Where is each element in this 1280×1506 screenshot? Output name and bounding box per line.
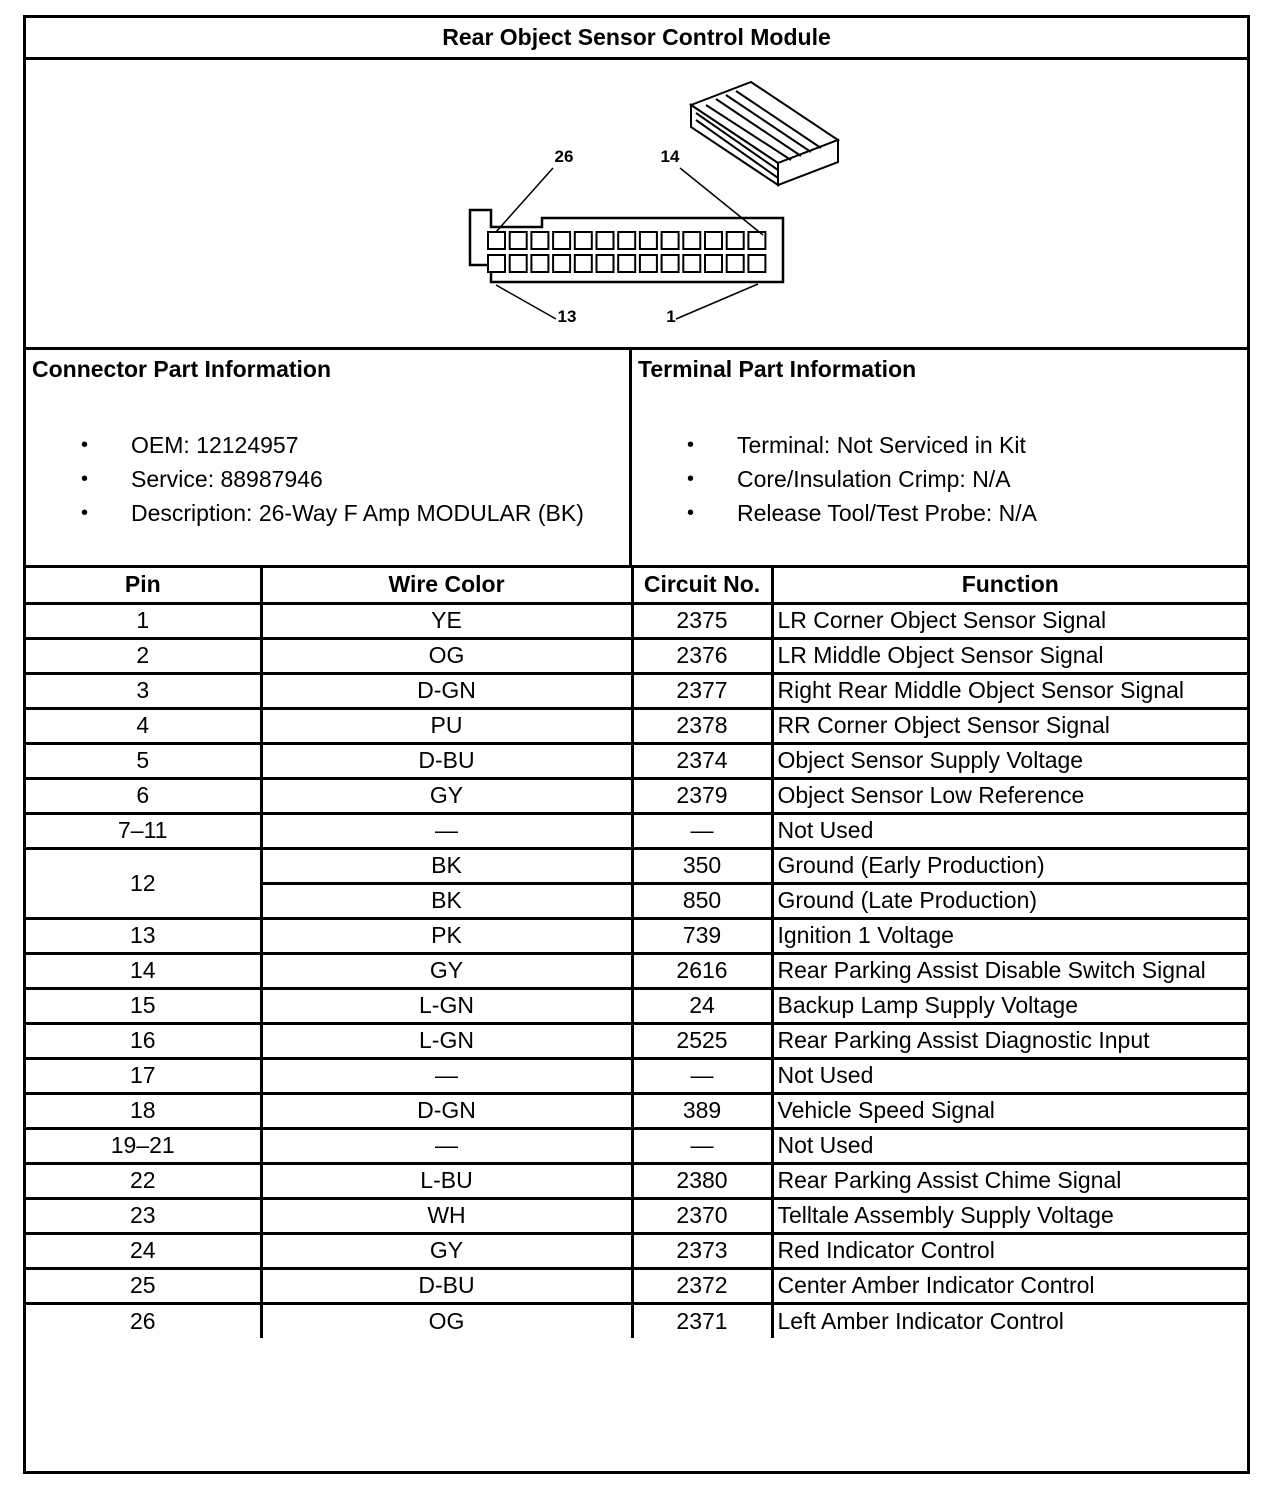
wire-color-cell: GY	[261, 953, 632, 988]
wire-color-cell: OG	[261, 638, 632, 673]
terminal-cavity	[683, 255, 700, 272]
terminal-cavity	[510, 255, 527, 272]
pin-cell: 7–11	[26, 813, 261, 848]
pin-label-14: 14	[660, 147, 680, 166]
circuit-cell: 2379	[632, 778, 772, 813]
table-row	[26, 673, 1247, 708]
pin-cell: 6	[26, 778, 261, 813]
header-pin: Pin	[26, 568, 261, 603]
terminal-cavity	[575, 232, 592, 249]
pin-cell: 14	[26, 953, 261, 988]
function-cell: Ground (Late Production)	[772, 883, 1247, 918]
wire-color-cell: D-GN	[261, 673, 632, 708]
wire-color-cell: GY	[261, 778, 632, 813]
pin-cell: 3	[26, 673, 261, 708]
wire-color-cell: L-BU	[261, 1163, 632, 1198]
function-cell: Center Amber Indicator Control	[772, 1268, 1247, 1303]
pin-cell: 2	[26, 638, 261, 673]
wire-color-cell: D-BU	[261, 1268, 632, 1303]
circuit-cell: 2372	[632, 1268, 772, 1303]
function-cell: LR Middle Object Sensor Signal	[772, 638, 1247, 673]
table-row	[26, 743, 1247, 778]
terminal-cavity	[705, 232, 722, 249]
table-header-row	[26, 568, 1247, 603]
circuit-cell: 2374	[632, 743, 772, 778]
circuit-cell: 2370	[632, 1198, 772, 1233]
header-function: Function	[772, 568, 1247, 603]
connector-face-illustration	[26, 60, 1247, 350]
connector-oem: OEM: 12124957	[131, 432, 299, 458]
function-cell: Telltale Assembly Supply Voltage	[772, 1198, 1247, 1233]
function-cell: Object Sensor Supply Voltage	[772, 743, 1247, 778]
function-cell: Object Sensor Low Reference	[772, 778, 1247, 813]
function-cell: Rear Parking Assist Chime Signal	[772, 1163, 1247, 1198]
connector-sheet	[23, 15, 1250, 1474]
terminal-info-list	[687, 428, 1037, 530]
table-row	[26, 1023, 1247, 1058]
terminal-part-info	[632, 350, 1247, 568]
connector-description: Description: 26-Way F Amp MODULAR (BK)	[131, 500, 584, 526]
wire-color-cell: —	[261, 813, 632, 848]
pin-cell: 13	[26, 918, 261, 953]
circuit-cell: 389	[632, 1093, 772, 1128]
function-cell: Not Used	[772, 1058, 1247, 1093]
table-row	[26, 1128, 1247, 1163]
pin-cell: 15	[26, 988, 261, 1023]
terminal-cavity	[531, 232, 548, 249]
pin-label-13: 13	[557, 307, 577, 326]
table-row	[26, 1058, 1247, 1093]
table-row	[26, 603, 1247, 638]
circuit-cell: —	[632, 1058, 772, 1093]
list-item	[81, 496, 584, 530]
connector-info-list	[81, 428, 584, 530]
table-row	[26, 778, 1247, 813]
terminal-cavity	[597, 232, 614, 249]
terminal-cavity	[727, 232, 744, 249]
circuit-cell: 2378	[632, 708, 772, 743]
table-row	[26, 813, 1247, 848]
terminal-cavity	[640, 232, 657, 249]
header-circuit-no: Circuit No.	[632, 568, 772, 603]
list-item	[687, 428, 1037, 462]
wire-color-cell: D-BU	[261, 743, 632, 778]
pin-cell: 1	[26, 603, 261, 638]
wire-color-cell: BK	[261, 848, 632, 883]
function-cell: LR Corner Object Sensor Signal	[772, 603, 1247, 638]
pin-cell: 24	[26, 1233, 261, 1268]
pin-cell: 4	[26, 708, 261, 743]
terminal-cavity	[488, 255, 505, 272]
function-cell: Ground (Early Production)	[772, 848, 1247, 883]
terminal-info-heading: Terminal Part Information	[638, 356, 917, 382]
terminal-service: Terminal: Not Serviced in Kit	[737, 432, 1026, 458]
terminal-cavity	[683, 232, 700, 249]
bullet: •	[81, 434, 89, 456]
terminal-cavity	[662, 255, 679, 272]
wire-color-cell: D-GN	[261, 1093, 632, 1128]
bullet: •	[687, 502, 695, 524]
wire-color-cell: —	[261, 1058, 632, 1093]
terminal-cavity	[662, 232, 679, 249]
page-title: Rear Object Sensor Control Module	[26, 18, 1247, 60]
pin-cell: 18	[26, 1093, 261, 1128]
list-item	[687, 462, 1037, 496]
pin-cell: 12	[26, 848, 261, 918]
circuit-cell: —	[632, 1128, 772, 1163]
table-row	[26, 1198, 1247, 1233]
circuit-cell: 350	[632, 848, 772, 883]
table-row	[26, 1303, 1247, 1338]
function-cell: Rear Parking Assist Diagnostic Input	[772, 1023, 1247, 1058]
table-row	[26, 848, 1247, 883]
wire-color-cell: OG	[261, 1303, 632, 1338]
terminal-cavity	[640, 255, 657, 272]
circuit-cell: —	[632, 813, 772, 848]
wire-color-cell: PU	[261, 708, 632, 743]
pin-cell: 19–21	[26, 1128, 261, 1163]
bullet: •	[687, 434, 695, 456]
connector-service: Service: 88987946	[131, 466, 323, 492]
pin-label-1: 1	[666, 307, 676, 326]
circuit-cell: 850	[632, 883, 772, 918]
function-cell: Not Used	[772, 1128, 1247, 1163]
function-cell: Left Amber Indicator Control	[772, 1303, 1247, 1338]
terminal-cavity	[705, 255, 722, 272]
function-cell: RR Corner Object Sensor Signal	[772, 708, 1247, 743]
function-cell: Vehicle Speed Signal	[772, 1093, 1247, 1128]
terminal-cavities	[488, 232, 765, 272]
wire-color-cell: L-GN	[261, 988, 632, 1023]
wire-color-cell: WH	[261, 1198, 632, 1233]
circuit-cell: 2616	[632, 953, 772, 988]
circuit-cell: 739	[632, 918, 772, 953]
pin-cell: 16	[26, 1023, 261, 1058]
pin-cell: 5	[26, 743, 261, 778]
table-row	[26, 638, 1247, 673]
pin-cell: 26	[26, 1303, 261, 1338]
table-row	[26, 1163, 1247, 1198]
connector-diagram	[26, 60, 1247, 350]
function-cell: Backup Lamp Supply Voltage	[772, 988, 1247, 1023]
terminal-cavity	[618, 232, 635, 249]
wire-color-cell: YE	[261, 603, 632, 638]
table-row	[26, 988, 1247, 1023]
wire-color-cell: BK	[261, 883, 632, 918]
wire-color-cell: PK	[261, 918, 632, 953]
terminal-crimp: Core/Insulation Crimp: N/A	[737, 466, 1011, 492]
table-row	[26, 1093, 1247, 1128]
table-row	[26, 953, 1247, 988]
table-row	[26, 708, 1247, 743]
table-row	[26, 1268, 1247, 1303]
circuit-cell: 24	[632, 988, 772, 1023]
terminal-cavity	[597, 255, 614, 272]
connector-3d-icon	[691, 82, 838, 185]
terminal-cavity	[510, 232, 527, 249]
bullet: •	[81, 468, 89, 490]
terminal-cavity	[575, 255, 592, 272]
terminal-cavity	[618, 255, 635, 272]
table-row	[26, 918, 1247, 953]
table-row	[26, 1233, 1247, 1268]
pinout-table	[26, 568, 1247, 1338]
list-item	[81, 462, 584, 496]
circuit-cell: 2371	[632, 1303, 772, 1338]
circuit-cell: 2525	[632, 1023, 772, 1058]
pin-cell: 17	[26, 1058, 261, 1093]
terminal-cavity	[488, 232, 505, 249]
circuit-cell: 2375	[632, 603, 772, 638]
list-item	[687, 496, 1037, 530]
circuit-cell: 2376	[632, 638, 772, 673]
circuit-cell: 2373	[632, 1233, 772, 1268]
pin-cell: 23	[26, 1198, 261, 1233]
pin-cell: 22	[26, 1163, 261, 1198]
function-cell: Rear Parking Assist Disable Switch Signal	[772, 953, 1247, 988]
pin-label-26: 26	[554, 147, 574, 166]
pin-cell: 25	[26, 1268, 261, 1303]
function-cell: Red Indicator Control	[772, 1233, 1247, 1268]
function-cell: Not Used	[772, 813, 1247, 848]
wire-color-cell: GY	[261, 1233, 632, 1268]
connector-part-info	[26, 350, 632, 568]
circuit-cell: 2380	[632, 1163, 772, 1198]
terminal-release-tool: Release Tool/Test Probe: N/A	[737, 500, 1038, 526]
circuit-cell: 2377	[632, 673, 772, 708]
header-wire-color: Wire Color	[261, 568, 632, 603]
terminal-cavity	[748, 255, 765, 272]
list-item	[81, 428, 584, 462]
terminal-cavity	[553, 232, 570, 249]
terminal-cavity	[553, 255, 570, 272]
function-cell: Ignition 1 Voltage	[772, 918, 1247, 953]
bullet: •	[687, 468, 695, 490]
bullet: •	[81, 502, 89, 524]
terminal-cavity	[531, 255, 548, 272]
wire-color-cell: —	[261, 1128, 632, 1163]
connector-info-heading: Connector Part Information	[32, 356, 332, 382]
terminal-cavity	[727, 255, 744, 272]
wire-color-cell: L-GN	[261, 1023, 632, 1058]
function-cell: Right Rear Middle Object Sensor Signal	[772, 673, 1247, 708]
